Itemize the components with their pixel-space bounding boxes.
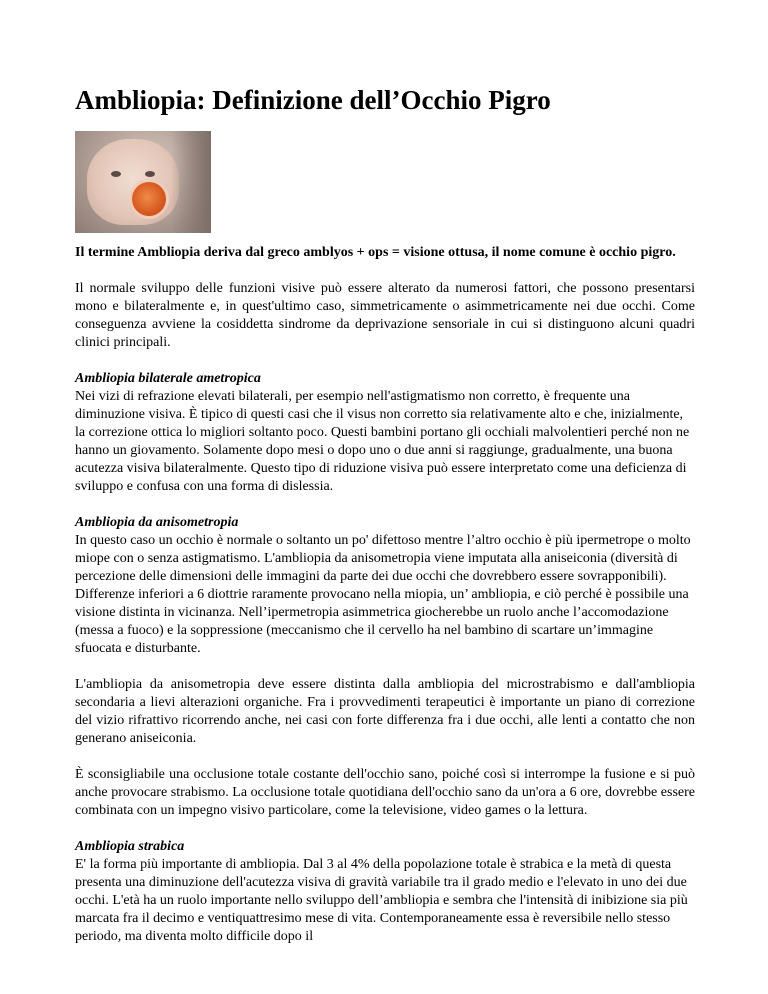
photo-shade bbox=[171, 131, 211, 233]
baby-eye-left bbox=[111, 171, 121, 177]
section-title: Ambliopia bilaterale ametropica bbox=[75, 371, 261, 386]
paragraph-1: Il normale sviluppo delle funzioni visive può essere alterato da numerosi fattori, che possono presentarsi mono e bilateralmente e, in quest'ultimo caso, simmetricamente o asimmetricamente nei due occhi. Come conseguenza avviene la cosiddetta sindrome da deprivazione sensoriale in cui si distinguono alcuni quadri clinici principali. bbox=[75, 281, 695, 350]
pacifier-icon bbox=[129, 179, 169, 219]
baby-with-pacifier-photo bbox=[75, 131, 211, 233]
section-bilaterale bbox=[75, 370, 695, 496]
baby-eye-right bbox=[145, 171, 155, 177]
paragraph-2: L'ambliopia da anisometropia deve essere distinta dalla ambliopia del microstrabismo e dall'ambliopia secondaria a lievi alterazioni organiche. Fra i provvedimenti terapeutici è importante un piano di correzione del vizio rifrattivo ricorrendo anche, nei casi con forte differenza fra i due occhi, alle lenti a contatto che non generano aniseiconia. bbox=[75, 677, 695, 746]
intro-paragraph: Il termine Ambliopia deriva dal greco amblyos + ops = visione ottusa, il nome comune è occhio pigro. bbox=[75, 245, 676, 260]
paragraph-3: È sconsigliabile una occlusione totale costante dell'occhio sano, poiché così si interrompe la fusione e si può anche provocare strabismo. La occlusione totale quotidiana dell'occhio sano da un'ora a 6 ore, dovrebbe essere combinata con un impegno visivo particolare, come la televisione, video games o la lettura. bbox=[75, 767, 695, 818]
section-anisometropia bbox=[75, 514, 695, 658]
section-text: E' la forma più importante di ambliopia. Dal 3 al 4% della popolazione totale è strabica e la metà di questa presenta una diminuzione dell'acutezza visiva di gravità variabile tra il grado medio e l'elevato in uno dei due occhi. L'età ha un ruolo importante nello sviluppo dell’ambliopia e sembra che l'intensità di inibizione sia più marcata fra il decimo e ventiquattresimo mese di vita. Contemporaneamente essa è reversibile nello stesso periodo, ma diventa molto difficile dopo il bbox=[75, 857, 688, 944]
article-body bbox=[75, 244, 695, 964]
page-title: Ambliopia: Definizione dell’Occhio Pigro bbox=[75, 85, 551, 115]
section-text: In questo caso un occhio è normale o soltanto un po' difettoso mentre l’altro occhio è più ipermetrope o molto miope con o senza astigmatismo. L'ambliopia da anisometropia viene imputata alla aniseiconia (diversità di percezione delle dimensioni delle immagini da parte dei due occhi che dovrebbero essere sovrapponibili). Differenze inferiori a 6 diottrie raramente provocano nella miopia, un’ ambliopia, e ciò perché è possibile una visione distinta in vicinanza. Nell’ipermetropia asimmetrica giocherebbe un ruolo anche l’accomodazione (messa a fuoco) e la soppressione (meccanismo che il cervello ha nel bambino di scartare un’immagine sfuocata e disturbante. bbox=[75, 533, 691, 656]
section-text: Nei vizi di refrazione elevati bilaterali, per esempio nell'astigmatismo non corretto, è frequente una diminuzione visiva. È tipico di questi casi che il visus non corretto sia relativamente alto e che, inizialmente, la correzione ottica lo migliori soltanto poco. Questi bambini portano gli occhiali malvolentieri perché non ne hanno un giovamento. Solamente dopo mesi o dopo uno o due anni si raggiunge, gradualmente, una buona acutezza visiva bilateralmente. Questo tipo di riduzione visiva può essere interpretato come una deficienza di sviluppo e confusa con una forma di dislessia. bbox=[75, 389, 690, 494]
section-title: Ambliopia da anisometropia bbox=[75, 515, 239, 530]
section-title: Ambliopia strabica bbox=[75, 839, 185, 854]
section-strabica bbox=[75, 838, 695, 946]
